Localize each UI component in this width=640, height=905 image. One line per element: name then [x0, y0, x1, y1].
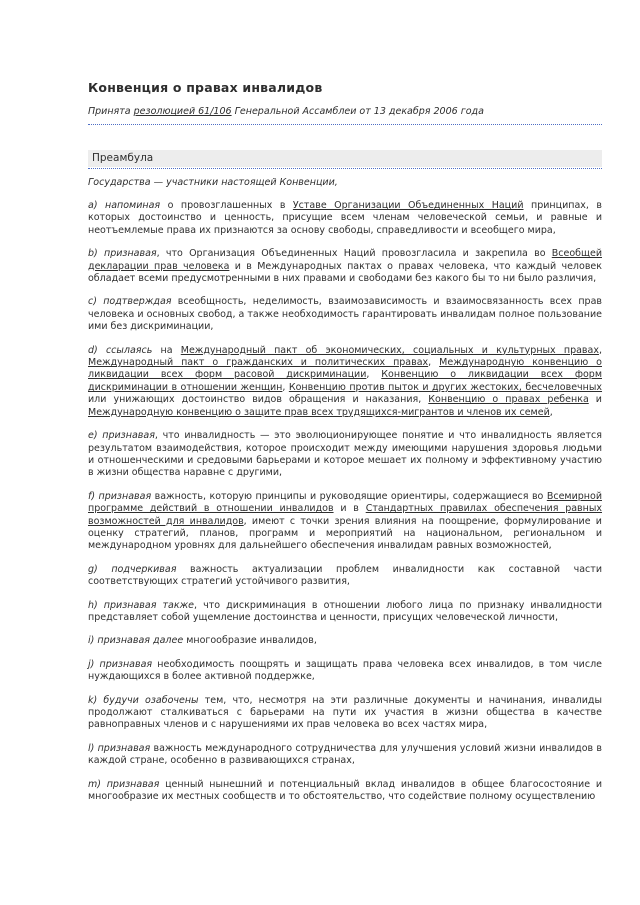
- inline-link[interactable]: Конвенцию о ликвидации всех форм дискриминации в отношении женщин: [88, 369, 602, 393]
- lead-in-italic: e) признавая: [88, 430, 155, 442]
- preamble-paragraph-l: [88, 743, 602, 768]
- preamble-heading: Преамбула: [88, 150, 602, 167]
- text-run: ценный нынешний и потенциальный вклад инвалидов в общее благосостояние и многообразие их местных сообществ и то обстоятельство, что содействие полному осуществлению: [88, 778, 602, 803]
- preamble-section: [88, 150, 602, 803]
- text-run: и в Международных пактах о правах человека, что каждый человек обладает всеми предусмотренными в них правами и свободами без какого бы то ни было различия,: [88, 260, 602, 285]
- preamble-paragraph-h: [88, 600, 602, 625]
- preamble-paragraph-k: [88, 695, 602, 732]
- text-run: , что Организация Объединенных Наций провозгласила и закрепила во: [156, 248, 552, 260]
- preamble-paragraph-g: [88, 564, 602, 589]
- preamble-intro-text: Государства — участники настоящей Конвенции,: [88, 177, 338, 188]
- text-run: или унижающих достоинство видов обращения и наказания,: [88, 394, 429, 406]
- inline-link[interactable]: резолюцией 61/106: [133, 106, 232, 117]
- inline-link[interactable]: Конвенцию против пыток и других жестоких, бесчеловечных: [288, 381, 603, 393]
- preamble-intro: [88, 177, 602, 188]
- lead-in-italic: a) напоминая: [88, 200, 161, 211]
- text-run: ,: [282, 381, 289, 393]
- dotted-separator-preamble: [88, 168, 602, 169]
- text-run: , имеют с точки зрения влияния на поощрение, формулирование и оценку стратегий, планов, программ и мероприятий на национальном, региональном и международном уровнях для дальнейшего обеспечения инвалидам равных возможностей,: [88, 515, 602, 552]
- preamble-paragraph-d: [88, 345, 602, 419]
- text-run: , что дискриминация в отношении любого лица по признаку инвалидности представляет собой ущемление достоинства и ценности, присущих человеческой личности,: [88, 599, 602, 623]
- text-run: тем, что, несмотря на эти различные документы и начинания, инвалиды продолжают сталкиваться с барьерами на пути их участия в жизни общества в качестве равноправных членов и с нарушениями их прав человека во всех частях мира,: [88, 694, 602, 731]
- inline-link[interactable]: Всемирной программе действий в отношении инвалидов: [88, 490, 602, 515]
- inline-link[interactable]: Международную конвенцию о защите прав всех трудящихся-мигрантов и членов их семей: [88, 406, 550, 418]
- preamble-paragraph-j: [88, 659, 602, 684]
- text-run: важность, которую принципы и руководящие ориентиры, содержащиеся во: [151, 490, 547, 502]
- preamble-paragraph-m: [88, 779, 602, 804]
- text-run: на: [152, 344, 181, 356]
- text-run: ,: [428, 357, 440, 369]
- text-run: принципах, в которых достоинство и ценность, присущие всем членам человеческой семьи, и равные и неотъемлемые права их признаются за основу свободы, справедливости и всеобщего мира,: [88, 200, 602, 236]
- text-run: ,: [366, 369, 382, 381]
- inline-link[interactable]: Стандартных правилах обеспечения равных возможностей для инвалидов: [88, 503, 602, 527]
- lead-in-italic: b) признавая: [88, 248, 157, 260]
- preamble-paragraph-i: [88, 635, 602, 647]
- lead-in-italic: c) подтверждая: [88, 296, 172, 308]
- lead-in-italic: k) будучи озабочены: [88, 694, 199, 706]
- lead-in-italic: d) ссылаясь: [88, 344, 153, 356]
- document-content: [88, 80, 602, 814]
- preamble-paragraph-a: [88, 200, 602, 237]
- lead-in-italic: j) признавая: [88, 658, 153, 670]
- text-run: , что инвалидность — это эволюционирующее понятие и что инвалидность является результатом взаимодействия, которое происходит между имеющими нарушения здоровья людьми и отношенческими и средовыми барьерами и которое мешает их полному и эффективному участию в жизни общества наравне с другими,: [88, 430, 602, 479]
- lead-in-italic: i) признавая далее: [88, 635, 184, 647]
- inline-link[interactable]: Международный пакт о гражданских и политических правах: [88, 357, 429, 369]
- preamble-paragraph-b: [88, 248, 602, 285]
- inline-link[interactable]: Уставе Организации Объединенных Наций: [292, 200, 524, 211]
- lead-in-italic: h) признавая также: [88, 599, 195, 611]
- text-run: многообразие инвалидов,: [183, 635, 317, 647]
- text-run: важность международного сотрудничества для улучшения условий жизни инвалидов в каждой стране, особенно в развивающихся странах,: [88, 742, 602, 767]
- text-run: и в: [333, 503, 366, 515]
- lead-in-italic: l) признавая: [88, 742, 151, 754]
- text-run: и: [588, 394, 602, 406]
- inline-link[interactable]: Конвенцию о правах ребенка: [428, 394, 589, 406]
- document-title: Конвенция о правах инвалидов: [88, 80, 323, 95]
- text-run: Принята: [88, 106, 134, 117]
- lead-in-italic: g) подчеркивая: [88, 563, 177, 575]
- lead-in-italic: m) признавая: [88, 778, 160, 790]
- text-run: ,: [549, 406, 553, 418]
- text-run: необходимость поощрять и защищать права человека всех инвалидов, в том числе нуждающихся в более активной поддержке,: [88, 658, 602, 683]
- lead-in-italic: f) признавая: [88, 490, 152, 502]
- dotted-separator-top: [88, 124, 602, 125]
- text-run: важность актуализации проблем инвалидности как составной части соответствующих стратегий устойчивого развития,: [88, 563, 602, 588]
- preamble-paragraph-c: [88, 296, 602, 333]
- inline-link[interactable]: Всеобщей декларации прав человека: [88, 248, 602, 272]
- text-run: всеобщность, неделимость, взаимозависимость и взаимосвязанность всех прав человека и основных свобод, а также необходимость гарантировать инвалидам полное пользование ими без дискриминации,: [88, 296, 602, 333]
- text-run: Генеральной Ассамблеи от 13 декабря 2006 года: [231, 106, 484, 117]
- inline-link[interactable]: Международную конвенцию о ликвидации всех форм расовой дискриминации: [88, 357, 602, 381]
- preamble-paragraph-f: [88, 491, 602, 553]
- preamble-paragraph-e: [88, 430, 602, 480]
- text-run: ,: [598, 344, 602, 356]
- preamble-paragraphs: [88, 200, 602, 803]
- document-subtitle: [88, 106, 602, 117]
- inline-link[interactable]: Международный пакт об экономических, социальных и культурных правах: [180, 344, 599, 356]
- text-run: о провозглашенных в: [160, 200, 293, 211]
